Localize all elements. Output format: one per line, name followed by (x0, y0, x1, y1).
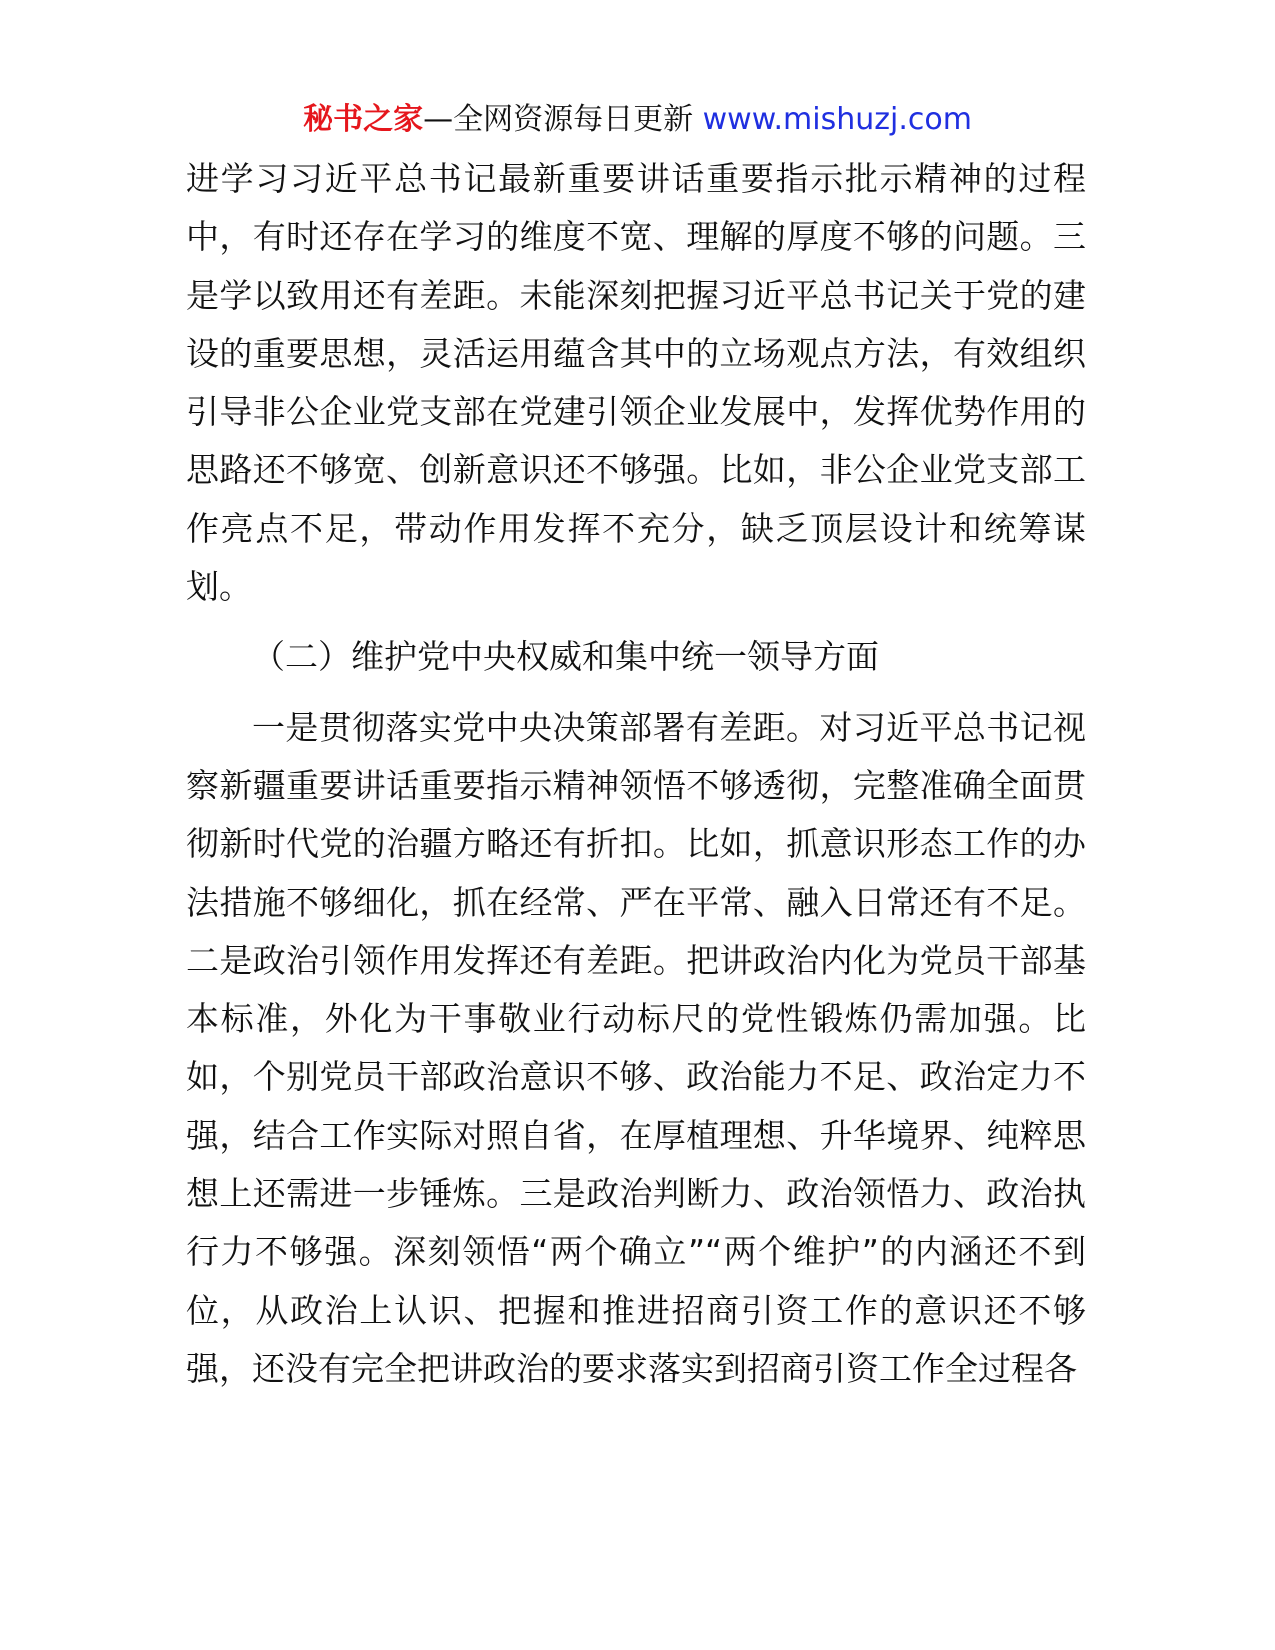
header-url-link[interactable]: www.mishuzj.com (702, 102, 972, 137)
paragraph-continuation: 进学习习近平总书记最新重要讲话重要指示批示精神的过程中，有时还存在学习的维度不宽、理解的厚度不够的问题。三是学以致用还有差距。未能深刻把握习近平总书记关于党的建设的重要思想，灵活运用蕴含其中的立场观点方法，有效组织引导非公企业党支部在党建引领企业发展中，发挥优势作用的思路还不够宽、创新意识还不够强。比如，非公企业党支部工作亮点不足，带动作用发挥不充分，缺乏顶层设计和统筹谋划。 (186, 159, 1086, 607)
page-header (0, 98, 1275, 142)
paragraph-body: 一是贯彻落实党中央决策部署有差距。对习近平总书记视察新疆重要讲话重要指示精神领悟不够透彻，完整准确全面贯彻新时代党的治疆方略还有折扣。比如，抓意识形态工作的办法措施不够细化，抓在经常、严在平常、融入日常还有不足。二是政治引领作用发挥还有差距。把讲政治内化为党员干部基本标准，外化为干事敬业行动标尺的党性锻炼仍需加强。比如，个别党员干部政治意识不够、政治能力不足、政治定力不强，结合工作实际对照自省，在厚植理想、升华境界、纯粹思想上还需进一步锤炼。三是政治判断力、政治领悟力、政治执行力不够强。深刻领悟“两个确立”“两个维护”的内涵还不到位，从政治上认识、把握和推进招商引资工作的意识还不够强，还没有完全把讲政治的要求落实到招商引资工作全过程各 (186, 707, 1086, 1388)
header-brand: 秘书之家 (303, 102, 424, 137)
section-heading: （二）维护党中央权威和集中统一领导方面 (252, 637, 879, 677)
header-tagline: —全网资源每日更新 (423, 102, 703, 137)
document-body (186, 150, 1086, 1398)
